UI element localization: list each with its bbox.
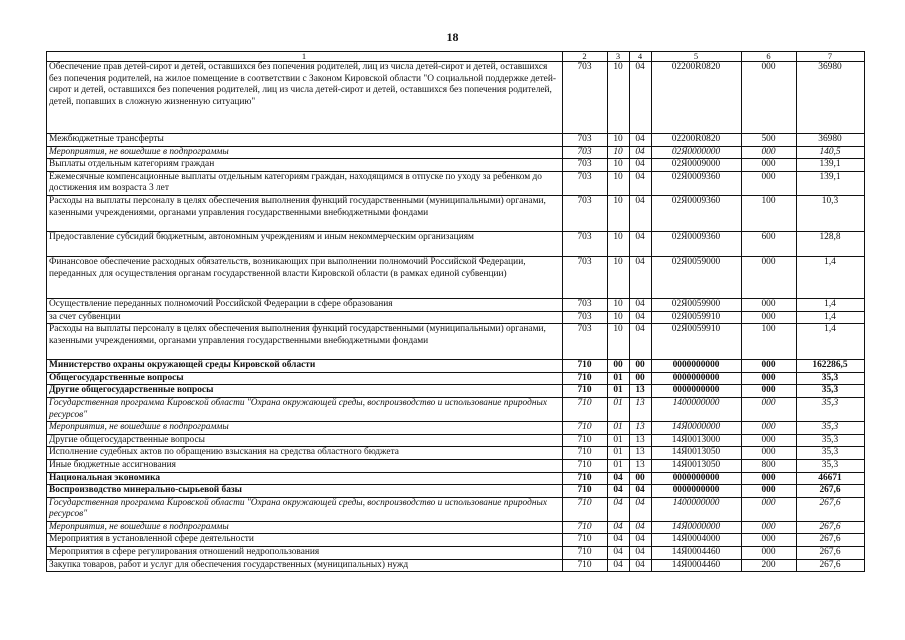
cell-subsection-code: 04 bbox=[630, 62, 652, 134]
table-row bbox=[47, 434, 865, 447]
cell-target-article-code: 02Я0009360 bbox=[652, 231, 742, 256]
cell-subsection-code: 04 bbox=[630, 159, 652, 172]
cell-target-article-code: 0000000000 bbox=[652, 472, 742, 485]
cell-row-name: Государственная программа Кировской области "Охрана окружающей среды, воспроизводство и использование природных ресурсов" bbox=[47, 497, 563, 521]
cell-subsection-code: 00 bbox=[630, 372, 652, 385]
cell-subsection-code: 13 bbox=[630, 447, 652, 460]
cell-target-article-code: 02Я0000000 bbox=[652, 146, 742, 159]
cell-expense-type-code: 000 bbox=[742, 485, 797, 498]
cell-subsection-code: 13 bbox=[630, 459, 652, 472]
table-row bbox=[47, 472, 865, 485]
cell-amount: 35,3 bbox=[797, 459, 865, 472]
cell-section-code: 10 bbox=[608, 62, 630, 134]
cell-subsection-code: 13 bbox=[630, 422, 652, 435]
table-row bbox=[47, 521, 865, 534]
cell-section-code: 10 bbox=[608, 171, 630, 195]
cell-ministry-code: 710 bbox=[563, 485, 608, 498]
budget-table bbox=[46, 51, 865, 572]
cell-subsection-code: 04 bbox=[630, 521, 652, 534]
cell-ministry-code: 703 bbox=[563, 324, 608, 360]
cell-row-name: Расходы на выплаты персоналу в целях обеспечения выполнения функций государственными (муниципальными) органами, казенными учреждениями, органами управления государственными внебюджетными фондами bbox=[47, 195, 563, 231]
cell-section-code: 10 bbox=[608, 159, 630, 172]
cell-target-article-code: 0000000000 bbox=[652, 372, 742, 385]
cell-row-name: Национальная экономика bbox=[47, 472, 563, 485]
cell-section-code: 10 bbox=[608, 324, 630, 360]
cell-row-name: Иные бюджетные ассигнования bbox=[47, 459, 563, 472]
cell-expense-type-code: 000 bbox=[742, 385, 797, 398]
cell-subsection-code: 00 bbox=[630, 360, 652, 373]
cell-section-code: 10 bbox=[608, 134, 630, 147]
table-row bbox=[47, 459, 865, 472]
cell-section-code: 04 bbox=[608, 485, 630, 498]
cell-target-article-code: 1400000000 bbox=[652, 497, 742, 521]
cell-target-article-code: 14Я0004000 bbox=[652, 534, 742, 547]
table-row bbox=[47, 485, 865, 498]
cell-row-name: Мероприятия в сфере регулирования отношений недропользования bbox=[47, 547, 563, 560]
cell-target-article-code: 02Я0009360 bbox=[652, 195, 742, 231]
cell-amount: 10,3 bbox=[797, 195, 865, 231]
cell-subsection-code: 04 bbox=[630, 311, 652, 324]
cell-ministry-code: 710 bbox=[563, 447, 608, 460]
cell-amount: 139,1 bbox=[797, 159, 865, 172]
cell-amount: 267,6 bbox=[797, 547, 865, 560]
table-row bbox=[47, 397, 865, 421]
cell-row-name: Расходы на выплаты персоналу в целях обеспечения выполнения функций государственными (муниципальными) органами, казенными учреждениями, органами управления государственными внебюджетными фондами bbox=[47, 324, 563, 360]
table-row bbox=[47, 231, 865, 256]
cell-subsection-code: 04 bbox=[630, 298, 652, 311]
cell-subsection-code: 04 bbox=[630, 231, 652, 256]
table-body bbox=[47, 62, 865, 572]
table-row bbox=[47, 159, 865, 172]
cell-amount: 36980 bbox=[797, 134, 865, 147]
table-row bbox=[47, 62, 865, 134]
cell-amount: 46671 bbox=[797, 472, 865, 485]
table-row bbox=[47, 324, 865, 360]
cell-section-code: 04 bbox=[608, 547, 630, 560]
table-row bbox=[47, 497, 865, 521]
cell-ministry-code: 710 bbox=[563, 534, 608, 547]
column-header: 6 bbox=[742, 52, 797, 62]
cell-target-article-code: 14Я0000000 bbox=[652, 521, 742, 534]
table-row bbox=[47, 385, 865, 398]
table-row bbox=[47, 372, 865, 385]
cell-ministry-code: 703 bbox=[563, 195, 608, 231]
cell-expense-type-code: 000 bbox=[742, 62, 797, 134]
cell-expense-type-code: 000 bbox=[742, 256, 797, 298]
cell-amount: 128,8 bbox=[797, 231, 865, 256]
cell-target-article-code: 02Я0059900 bbox=[652, 298, 742, 311]
cell-expense-type-code: 000 bbox=[742, 472, 797, 485]
cell-row-name: Общегосударственные вопросы bbox=[47, 372, 563, 385]
cell-row-name: Финансовое обеспечение расходных обязательств, возникающих при выполнении полномочий Российской Федерации, переданных для осуществления органам государственной власти Кировской области (в рамках единой субвенции) bbox=[47, 256, 563, 298]
cell-target-article-code: 02Я0009360 bbox=[652, 171, 742, 195]
cell-expense-type-code: 600 bbox=[742, 231, 797, 256]
cell-expense-type-code: 000 bbox=[742, 534, 797, 547]
cell-ministry-code: 710 bbox=[563, 434, 608, 447]
cell-ministry-code: 710 bbox=[563, 547, 608, 560]
table-header bbox=[47, 52, 865, 62]
cell-row-name: Выплаты отдельным категориям граждан bbox=[47, 159, 563, 172]
cell-ministry-code: 710 bbox=[563, 497, 608, 521]
cell-target-article-code: 14Я0004460 bbox=[652, 547, 742, 560]
cell-row-name: Мероприятия, не вошедшие в подпрограммы bbox=[47, 146, 563, 159]
cell-expense-type-code: 100 bbox=[742, 324, 797, 360]
cell-row-name: Другие общегосударственные вопросы bbox=[47, 434, 563, 447]
cell-row-name: Предоставление субсидий бюджетным, автономным учреждениям и иным некоммерческим организациям bbox=[47, 231, 563, 256]
table-row bbox=[47, 134, 865, 147]
cell-subsection-code: 04 bbox=[630, 324, 652, 360]
cell-expense-type-code: 000 bbox=[742, 298, 797, 311]
cell-amount: 1,4 bbox=[797, 298, 865, 311]
cell-ministry-code: 703 bbox=[563, 171, 608, 195]
table-row bbox=[47, 360, 865, 373]
cell-expense-type-code: 000 bbox=[742, 547, 797, 560]
page-number: 18 bbox=[446, 30, 459, 44]
cell-subsection-code: 04 bbox=[630, 256, 652, 298]
table-row bbox=[47, 311, 865, 324]
cell-row-name: Министерство охраны окружающей среды Кировской области bbox=[47, 360, 563, 373]
cell-expense-type-code: 000 bbox=[742, 372, 797, 385]
cell-ministry-code: 710 bbox=[563, 397, 608, 421]
cell-section-code: 10 bbox=[608, 311, 630, 324]
cell-target-article-code: 0000000000 bbox=[652, 385, 742, 398]
cell-target-article-code: 14Я0004460 bbox=[652, 559, 742, 572]
cell-amount: 36980 bbox=[797, 62, 865, 134]
cell-subsection-code: 04 bbox=[630, 534, 652, 547]
cell-expense-type-code: 500 bbox=[742, 134, 797, 147]
table-row bbox=[47, 534, 865, 547]
table-row bbox=[47, 171, 865, 195]
cell-row-name: Мероприятия, не вошедшие в подпрограммы bbox=[47, 422, 563, 435]
cell-row-name: Исполнение судебных актов по обращению взыскания на средства областного бюджета bbox=[47, 447, 563, 460]
cell-section-code: 04 bbox=[608, 534, 630, 547]
column-header: 3 bbox=[608, 52, 630, 62]
cell-ministry-code: 710 bbox=[563, 559, 608, 572]
cell-amount: 267,6 bbox=[797, 497, 865, 521]
column-header: 4 bbox=[630, 52, 652, 62]
cell-subsection-code: 04 bbox=[630, 547, 652, 560]
cell-row-name: за счет субвенции bbox=[47, 311, 563, 324]
cell-section-code: 01 bbox=[608, 447, 630, 460]
table-row bbox=[47, 146, 865, 159]
cell-amount: 1,4 bbox=[797, 256, 865, 298]
cell-section-code: 01 bbox=[608, 372, 630, 385]
cell-section-code: 01 bbox=[608, 459, 630, 472]
cell-expense-type-code: 800 bbox=[742, 459, 797, 472]
cell-amount: 1,4 bbox=[797, 311, 865, 324]
column-header: 5 bbox=[652, 52, 742, 62]
cell-amount: 35,3 bbox=[797, 434, 865, 447]
cell-target-article-code: 14Я0013050 bbox=[652, 459, 742, 472]
cell-subsection-code: 04 bbox=[630, 195, 652, 231]
cell-expense-type-code: 000 bbox=[742, 397, 797, 421]
cell-ministry-code: 710 bbox=[563, 521, 608, 534]
cell-section-code: 04 bbox=[608, 559, 630, 572]
cell-ministry-code: 703 bbox=[563, 256, 608, 298]
cell-section-code: 04 bbox=[608, 472, 630, 485]
cell-section-code: 01 bbox=[608, 434, 630, 447]
table-row bbox=[47, 447, 865, 460]
cell-ministry-code: 703 bbox=[563, 134, 608, 147]
cell-subsection-code: 04 bbox=[630, 134, 652, 147]
cell-subsection-code: 00 bbox=[630, 472, 652, 485]
cell-target-article-code: 0000000000 bbox=[652, 360, 742, 373]
cell-ministry-code: 710 bbox=[563, 422, 608, 435]
table-row bbox=[47, 422, 865, 435]
cell-target-article-code: 02Я0059910 bbox=[652, 324, 742, 360]
cell-row-name: Межбюджетные трансферты bbox=[47, 134, 563, 147]
cell-section-code: 01 bbox=[608, 397, 630, 421]
cell-ministry-code: 710 bbox=[563, 459, 608, 472]
cell-ministry-code: 710 bbox=[563, 472, 608, 485]
cell-subsection-code: 04 bbox=[630, 497, 652, 521]
cell-target-article-code: 02Я0059910 bbox=[652, 311, 742, 324]
table-row bbox=[47, 559, 865, 572]
cell-amount: 35,3 bbox=[797, 422, 865, 435]
column-header: 2 bbox=[563, 52, 608, 62]
cell-expense-type-code: 000 bbox=[742, 422, 797, 435]
cell-expense-type-code: 000 bbox=[742, 146, 797, 159]
cell-expense-type-code: 000 bbox=[742, 497, 797, 521]
cell-ministry-code: 703 bbox=[563, 231, 608, 256]
cell-section-code: 01 bbox=[608, 385, 630, 398]
column-header: 1 bbox=[47, 52, 563, 62]
cell-target-article-code: 02Я0059000 bbox=[652, 256, 742, 298]
cell-amount: 35,3 bbox=[797, 385, 865, 398]
cell-amount: 139,1 bbox=[797, 171, 865, 195]
cell-target-article-code: 14Я0000000 bbox=[652, 422, 742, 435]
cell-section-code: 00 bbox=[608, 360, 630, 373]
cell-ministry-code: 710 bbox=[563, 372, 608, 385]
cell-row-name: Обеспечение прав детей-сирот и детей, оставшихся без попечения родителей, лиц из числа детей-сирот и детей, оставшихся без попечения родителей, на жилое помещение в соответствии с Законом Кировской области "О социальной поддержке детей-сирот и детей, оставшихся без попечения родителей, лиц из числа детей-сирот и детей, оставшихся без попечения родителей, детей, попавших в сложную жизненную ситуацию" bbox=[47, 62, 563, 134]
cell-section-code: 10 bbox=[608, 146, 630, 159]
cell-subsection-code: 13 bbox=[630, 397, 652, 421]
cell-amount: 35,3 bbox=[797, 397, 865, 421]
cell-ministry-code: 703 bbox=[563, 146, 608, 159]
cell-ministry-code: 710 bbox=[563, 360, 608, 373]
cell-subsection-code: 04 bbox=[630, 559, 652, 572]
cell-amount: 267,6 bbox=[797, 485, 865, 498]
cell-target-article-code: 1400000000 bbox=[652, 397, 742, 421]
cell-amount: 140,5 bbox=[797, 146, 865, 159]
cell-expense-type-code: 200 bbox=[742, 559, 797, 572]
cell-subsection-code: 04 bbox=[630, 485, 652, 498]
cell-expense-type-code: 000 bbox=[742, 447, 797, 460]
cell-subsection-code: 04 bbox=[630, 146, 652, 159]
cell-expense-type-code: 000 bbox=[742, 521, 797, 534]
cell-ministry-code: 710 bbox=[563, 385, 608, 398]
cell-target-article-code: 0000000000 bbox=[652, 485, 742, 498]
cell-row-name: Мероприятия в установленной сфере деятельности bbox=[47, 534, 563, 547]
cell-section-code: 04 bbox=[608, 521, 630, 534]
cell-subsection-code: 04 bbox=[630, 171, 652, 195]
column-number-row bbox=[47, 52, 865, 62]
cell-section-code: 10 bbox=[608, 231, 630, 256]
column-header: 7 bbox=[797, 52, 865, 62]
cell-expense-type-code: 100 bbox=[742, 195, 797, 231]
cell-row-name: Осуществление переданных полномочий Российской Федерации в сфере образования bbox=[47, 298, 563, 311]
cell-row-name: Ежемесячные компенсационные выплаты отдельным категориям граждан, находящимся в отпуске по уходу за ребенком до достижения им возраста 3 лет bbox=[47, 171, 563, 195]
cell-target-article-code: 14Я0013000 bbox=[652, 434, 742, 447]
cell-amount: 267,6 bbox=[797, 559, 865, 572]
cell-amount: 162286,5 bbox=[797, 360, 865, 373]
cell-target-article-code: 02200R0820 bbox=[652, 62, 742, 134]
cell-amount: 1,4 bbox=[797, 324, 865, 360]
table-row bbox=[47, 298, 865, 311]
cell-section-code: 10 bbox=[608, 256, 630, 298]
cell-target-article-code: 14Я0013050 bbox=[652, 447, 742, 460]
cell-expense-type-code: 000 bbox=[742, 159, 797, 172]
cell-subsection-code: 13 bbox=[630, 385, 652, 398]
cell-section-code: 10 bbox=[608, 298, 630, 311]
cell-section-code: 04 bbox=[608, 497, 630, 521]
cell-row-name: Другие общегосударственные вопросы bbox=[47, 385, 563, 398]
cell-expense-type-code: 000 bbox=[742, 171, 797, 195]
cell-row-name: Мероприятия, не вошедшие в подпрограммы bbox=[47, 521, 563, 534]
cell-ministry-code: 703 bbox=[563, 298, 608, 311]
cell-subsection-code: 13 bbox=[630, 434, 652, 447]
table-row bbox=[47, 547, 865, 560]
cell-row-name: Воспроизводство минерально-сырьевой базы bbox=[47, 485, 563, 498]
cell-target-article-code: 02Я0009000 bbox=[652, 159, 742, 172]
cell-row-name: Закупка товаров, работ и услуг для обеспечения государственных (муниципальных) нужд bbox=[47, 559, 563, 572]
cell-amount: 35,3 bbox=[797, 372, 865, 385]
cell-section-code: 10 bbox=[608, 195, 630, 231]
cell-section-code: 01 bbox=[608, 422, 630, 435]
cell-ministry-code: 703 bbox=[563, 311, 608, 324]
cell-expense-type-code: 000 bbox=[742, 434, 797, 447]
cell-target-article-code: 02200R0820 bbox=[652, 134, 742, 147]
cell-amount: 267,6 bbox=[797, 521, 865, 534]
cell-ministry-code: 703 bbox=[563, 159, 608, 172]
cell-expense-type-code: 000 bbox=[742, 360, 797, 373]
cell-amount: 35,3 bbox=[797, 447, 865, 460]
cell-expense-type-code: 000 bbox=[742, 311, 797, 324]
cell-amount: 267,6 bbox=[797, 534, 865, 547]
cell-ministry-code: 703 bbox=[563, 62, 608, 134]
table-row bbox=[47, 195, 865, 231]
table-row bbox=[47, 256, 865, 298]
cell-row-name: Государственная программа Кировской области "Охрана окружающей среды, воспроизводство и использование природных ресурсов" bbox=[47, 397, 563, 421]
